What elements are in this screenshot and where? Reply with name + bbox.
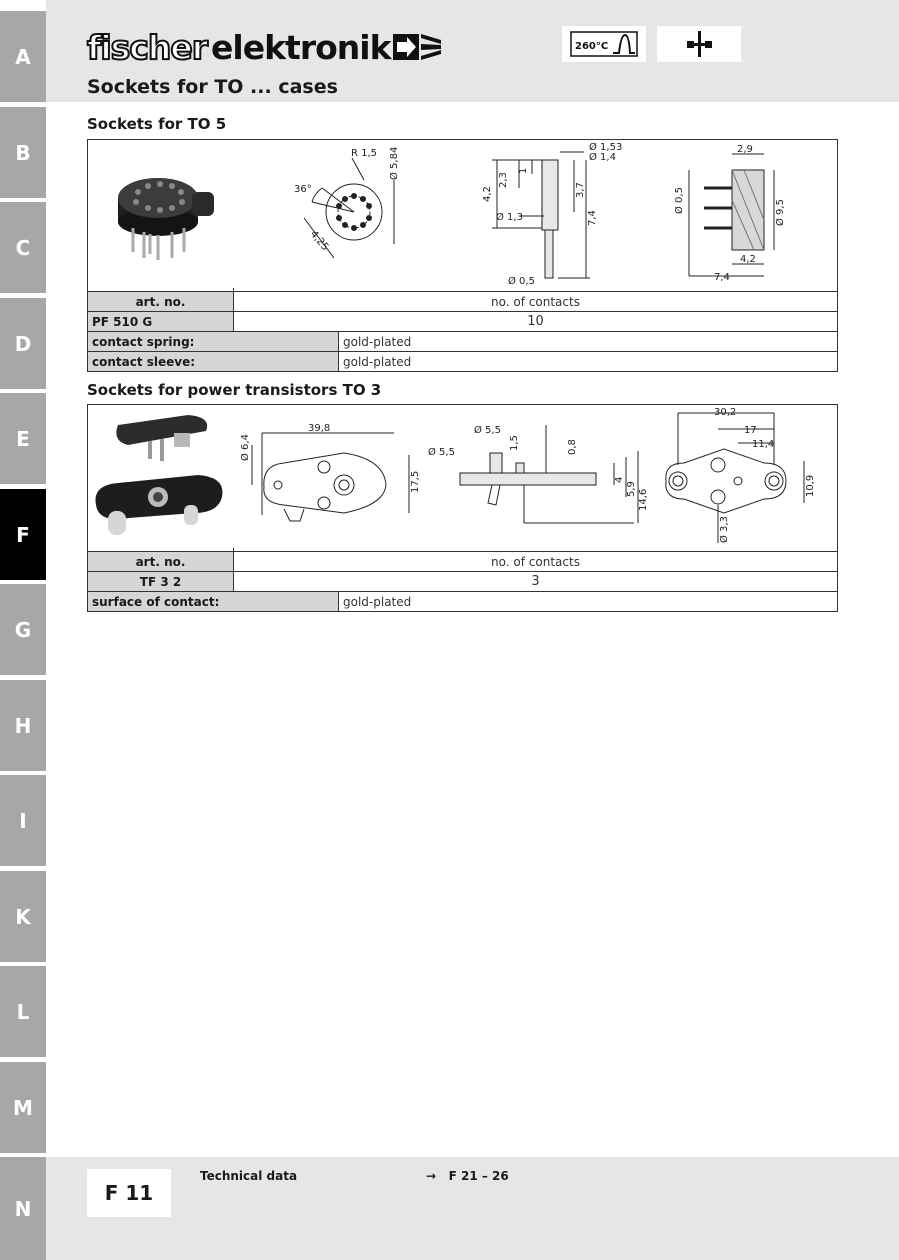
dim-pin13: Ø 1,3: [496, 212, 523, 223]
col-header-contacts: no. of contacts: [234, 552, 838, 572]
to3-dimension-drawings: [234, 405, 838, 548]
tab-letter: C: [15, 235, 31, 260]
spec-table-to3: [87, 404, 838, 612]
tab-letter: I: [19, 808, 27, 833]
footer-reference-link[interactable]: [426, 1169, 509, 1183]
to5-dimension-drawings: [234, 140, 838, 288]
dim-d153: Ø 1,53: [589, 142, 623, 153]
tab-c[interactable]: [0, 202, 46, 293]
dim-pin08: 0,8: [567, 439, 578, 455]
dim-w17: 17: [744, 425, 757, 436]
col-header-art-no: art. no.: [88, 292, 234, 312]
tab-h[interactable]: [0, 680, 46, 771]
dim-d55-side: Ø 5,5: [428, 447, 455, 458]
dim-angle: 36°: [294, 184, 312, 195]
to3-socket-photo: [88, 405, 234, 548]
prop-label-contact-spring: contact spring:: [88, 332, 339, 352]
section-title-to3: Sockets for power transistors TO 3: [87, 381, 382, 399]
temperature-label: 260°C: [575, 41, 609, 52]
tab-letter: G: [14, 617, 32, 642]
dimension-drawings-cell: [234, 140, 838, 292]
dim-d14: Ø 1,4: [589, 152, 616, 163]
tab-e[interactable]: [0, 393, 46, 484]
prop-value-contact-sleeve: gold-plated: [339, 352, 838, 372]
dim-h1: 1: [518, 167, 529, 174]
tab-letter: A: [15, 44, 31, 69]
dim-hole33: Ø 3,3: [719, 516, 730, 543]
dim-h74: 7,4: [587, 210, 598, 226]
tab-k[interactable]: [0, 871, 46, 962]
register-tabs: [0, 0, 46, 1260]
tab-letter: F: [16, 522, 30, 547]
tab-g[interactable]: [0, 584, 46, 675]
tab-letter: H: [14, 713, 32, 738]
dim-t146: 14,6: [638, 488, 649, 511]
dim-t4: 4: [614, 476, 625, 483]
table-row: [88, 572, 838, 592]
dim-d64: Ø 6,4: [240, 434, 251, 461]
dim-h175: 17,5: [410, 470, 421, 493]
footer-reference: F 21 – 26: [448, 1169, 509, 1183]
section-title-to5: Sockets for TO 5: [87, 115, 227, 133]
tab-letter: K: [15, 904, 31, 929]
art-no-cell: TF 3 2: [88, 572, 234, 592]
page-number: F 11: [87, 1169, 171, 1217]
tab-b[interactable]: [0, 107, 46, 198]
dim-spacing-425: 4,25: [307, 228, 331, 253]
dim-h42: 4,2: [482, 186, 493, 202]
prop-label-contact-sleeve: contact sleeve:: [88, 352, 339, 372]
tab-m[interactable]: [0, 1062, 46, 1153]
art-no-cell: PF 510 G: [88, 312, 234, 332]
tab-l[interactable]: [0, 966, 46, 1057]
soldering-temperature-badge: [562, 26, 646, 62]
dim-d95: Ø 9,5: [775, 199, 786, 226]
arrow-right-icon: →: [426, 1169, 437, 1183]
dim-w302: 30,2: [714, 407, 737, 418]
dim-w42: 4,2: [740, 254, 756, 265]
section-view-drawing: [689, 154, 774, 276]
contacts-cell: 3: [234, 572, 838, 592]
dim-w74: 7,4: [714, 272, 730, 283]
tab-n[interactable]: [0, 1157, 46, 1260]
tab-letter: D: [14, 331, 32, 356]
page-footer: [46, 1157, 899, 1260]
logo-word-fischer: fischer: [87, 27, 208, 67]
dim-t59: 5,9: [626, 481, 637, 497]
prop-label-surface-of-contact: surface of contact:: [88, 592, 339, 612]
dim-h109: 10,9: [805, 474, 816, 497]
tab-letter: N: [14, 1196, 32, 1221]
brand-logo: [87, 28, 443, 66]
to5-socket-photo: [88, 140, 234, 288]
tab-letter: B: [15, 140, 31, 165]
contacts-cell: 10: [234, 312, 838, 332]
dim-h37: 3,7: [575, 182, 586, 198]
dim-w29: 2,9: [737, 144, 753, 155]
page-title: Sockets for TO ... cases: [87, 76, 338, 98]
tab-d[interactable]: [0, 298, 46, 389]
footer-label: Technical data: [200, 1169, 298, 1183]
property-row: [88, 332, 838, 352]
temperature-profile-icon: [569, 29, 639, 59]
side-view-drawing: [460, 425, 638, 523]
dim-radius: R 1,5: [351, 148, 378, 159]
dim-w114: 11,4: [752, 439, 775, 450]
property-row: [88, 592, 838, 612]
dim-h15: 1,5: [509, 435, 520, 451]
col-header-contacts: no. of contacts: [234, 292, 838, 312]
dim-pin05: Ø 0,5: [508, 276, 535, 287]
logo-arrow-icon: [393, 32, 443, 62]
tab-letter: M: [13, 1095, 33, 1120]
prop-value-surface-of-contact: gold-plated: [339, 592, 838, 612]
spec-table-to5: [87, 139, 838, 372]
page-header: [46, 0, 899, 102]
tab-i[interactable]: [0, 775, 46, 866]
dim-pin05-section: Ø 0,5: [674, 187, 685, 214]
property-row: [88, 352, 838, 372]
tab-letter: E: [16, 426, 30, 451]
tab-letter: L: [16, 999, 30, 1024]
tab-a[interactable]: [0, 11, 46, 102]
col-header-art-no: art. no.: [88, 552, 234, 572]
dim-diameter-584: Ø 5,84: [389, 146, 400, 180]
prop-value-contact-spring: gold-plated: [339, 332, 838, 352]
pcb-mounting-badge: [657, 26, 741, 62]
dim-h23: 2,3: [498, 172, 509, 188]
dimension-drawings-cell: [234, 405, 838, 552]
dim-len398: 39,8: [308, 423, 331, 434]
table-row: [88, 312, 838, 332]
product-photo-cell: [88, 405, 234, 552]
top-view-drawing: [252, 433, 409, 521]
bottom-view-drawing: [666, 413, 804, 543]
through-hole-mount-icon: [679, 29, 719, 59]
dim-d55-top: Ø 5,5: [474, 425, 501, 436]
tab-f[interactable]: [0, 489, 46, 580]
product-photo-cell: [88, 140, 234, 292]
logo-word-elektronik: elektronik: [211, 27, 391, 67]
